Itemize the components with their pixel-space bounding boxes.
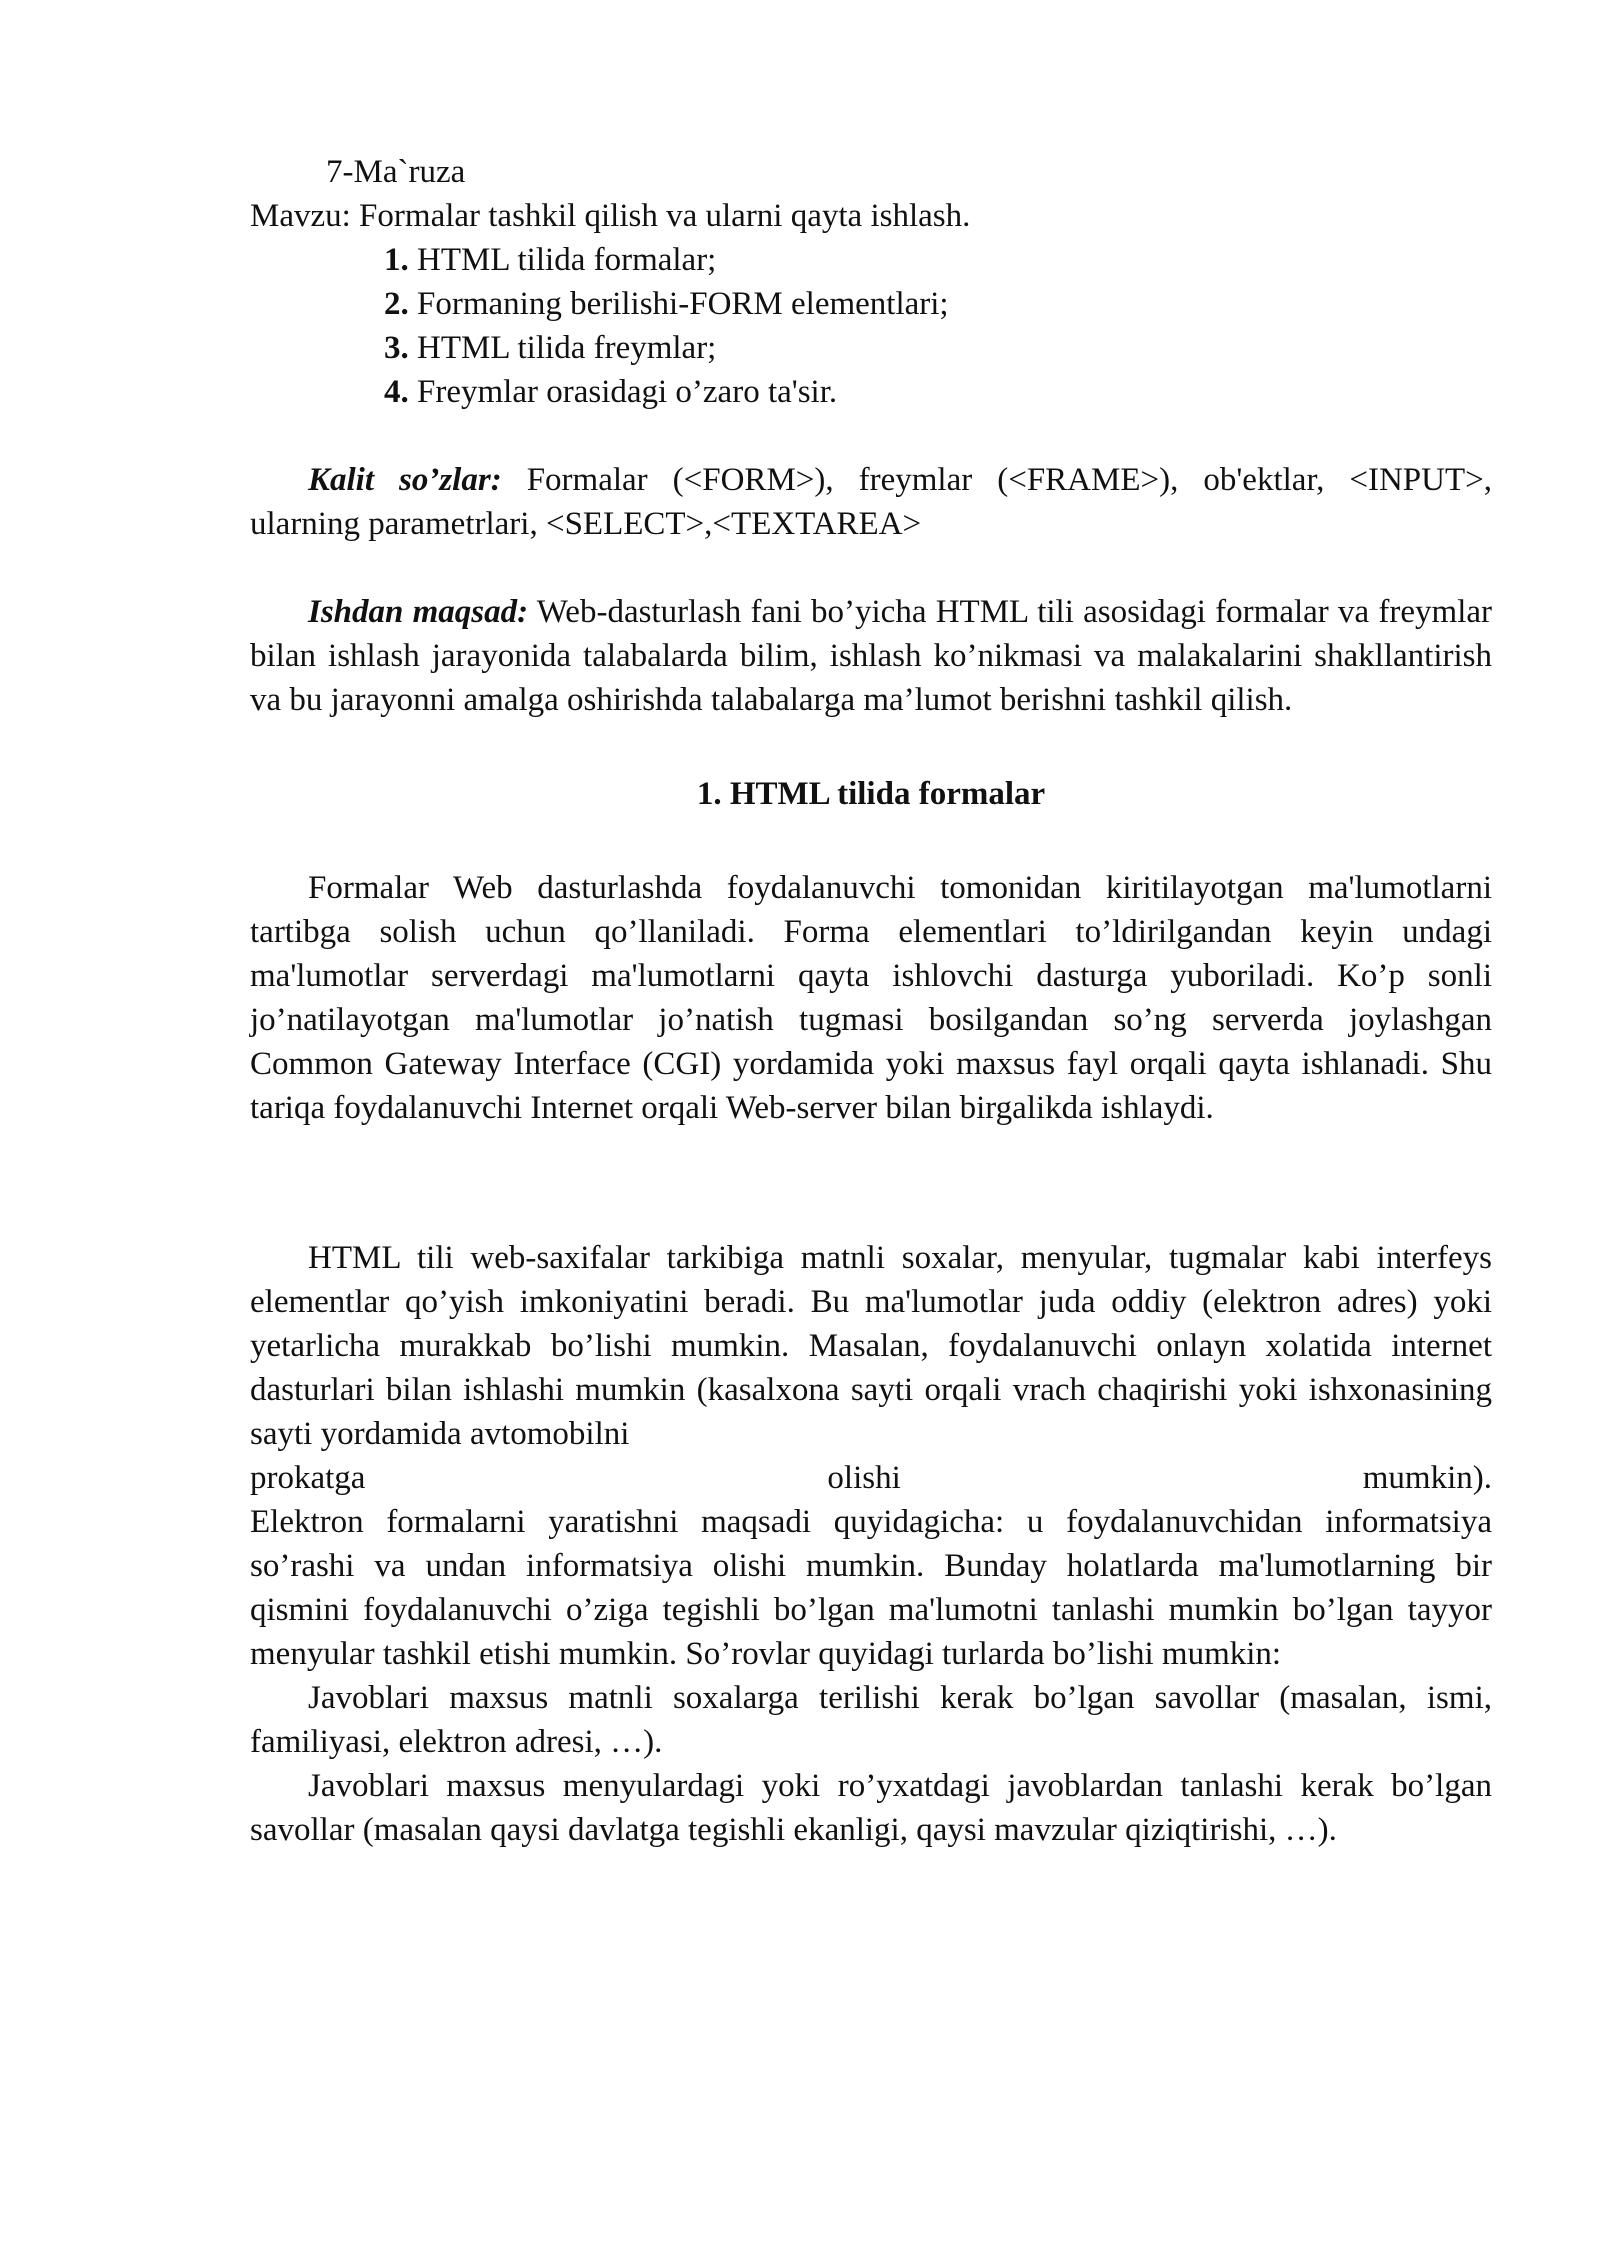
keywords-label: Kalit so’zlar: <box>308 462 502 498</box>
plan-item-text: Freymlar orasidagi o’zaro ta'sir. <box>417 374 838 410</box>
plan-item-text: HTML tilida formalar; <box>417 242 717 278</box>
document-page <box>250 150 1492 1852</box>
body-word: olishi <box>827 1460 901 1496</box>
plan-item <box>384 282 1492 326</box>
plan-item <box>384 238 1492 282</box>
plan-item-number: 1. <box>384 242 409 278</box>
body-paragraph-4: Javoblari maxsus matnli soxalarga terilishi kerak bo’lgan savollar (masalan, ismi, familiyasi, elektron adresi, …). <box>250 1680 1492 1760</box>
goal-paragraph <box>250 590 1492 722</box>
body-paragraph-1: Formalar Web dasturlashda foydalanuvchi tomonidan kiritilayotgan ma'lumotlarni tartibga solish uchun qo’llaniladi. Forma elementlari to’ldirilgandan keyin undagi ma'lumotlar serverdagi ma'lumotlarni qayta ishlovchi dasturga yuboriladi. Ko’p sonli jo’natilayotgan ma'lumotlar jo’natish tugmasi bosilgandan so’ng serverda joylashgan Common Gateway Interface (CGI) yordamida yoki maxsus fayl orqali qayta ishlanadi. Shu tariqa foydalanuvchi Internet orqali Web-server bilan birgalikda ishlaydi. <box>250 870 1492 1126</box>
plan-item-number: 4. <box>384 374 409 410</box>
plan-item-number: 3. <box>384 330 409 366</box>
plan-item <box>384 326 1492 370</box>
plan-list <box>250 238 1492 414</box>
lecture-number: 7-Ma`ruza <box>326 154 466 190</box>
plan-item-text: HTML tilida freymlar; <box>417 330 717 366</box>
body-paragraph-5: Javoblari maxsus menyulardagi yoki ro’yxatdagi javoblardan tanlashi kerak bo’lgan savollar (masalan qaysi davlatga tegishli ekanligi, qaysi mavzular qiziqtirishi, …). <box>250 1768 1492 1848</box>
lecture-subject: Mavzu: Formalar tashkil qilish va ularni qayta ishlash. <box>250 198 971 234</box>
plan-item-number: 2. <box>384 286 409 322</box>
keywords-paragraph <box>250 458 1492 546</box>
body-word: mumkin). <box>1362 1460 1492 1496</box>
body-word: prokatga <box>250 1460 366 1496</box>
body-paragraph-2: HTML tili web-saxifalar tarkibiga matnli soxalar, menyular, tugmalar kabi interfeys elementlar qo’yish imkoniyatini beradi. Bu ma'lumotlar juda oddiy (elektron adres) yoki yetarlicha murakkab bo’lishi mumkin. Masalan, foydalanuvchi onlayn xolatida internet dasturlari bilan ishlashi mumkin (kasalxona sayti orqali vrach chaqirishi yoki ishxonasining sayti yordamida avtomobilni <box>250 1240 1492 1452</box>
plan-item <box>384 370 1492 414</box>
goal-label: Ishdan maqsad: <box>308 594 529 630</box>
body-paragraph-3: Elektron formalarni yaratishni maqsadi quyidagicha: u foydalanuvchidan informatsiya so’rashi va undan informatsiya olishi mumkin. Bunday holatlarda ma'lumotlarning bir qismini foydalanuvchi o’ziga tegishli bo’lgan ma'lumotni tanlashi mumkin bo’lgan tayyor menyular tashkil etishi mumkin. So’rovlar quyidagi turlarda bo’lishi mumkin: <box>250 1504 1492 1672</box>
keywords-text: Formalar (<FORM>), freymlar (<FRAME>), ob'ektlar, <INPUT>, ularning parametrlari, <SELECT>,<TEXTAREA> <box>250 462 1492 542</box>
section-title: 1. HTML tilida formalar <box>696 776 1046 812</box>
plan-item-text: Formaning berilishi-FORM elementlari; <box>417 286 949 322</box>
goal-text: Web-dasturlash fani bo’yicha HTML tili asosidagi formalar va freymlar bilan ishlash jarayonida talabalarda bilim, ishlash ko’nikmasi va malakalarini shakllantirish va bu jarayonni amalga oshirishda talabalarga ma’lumot berishni tashkil qilish. <box>250 594 1493 718</box>
body-paragraph-2-last-line <box>250 1456 1492 1500</box>
